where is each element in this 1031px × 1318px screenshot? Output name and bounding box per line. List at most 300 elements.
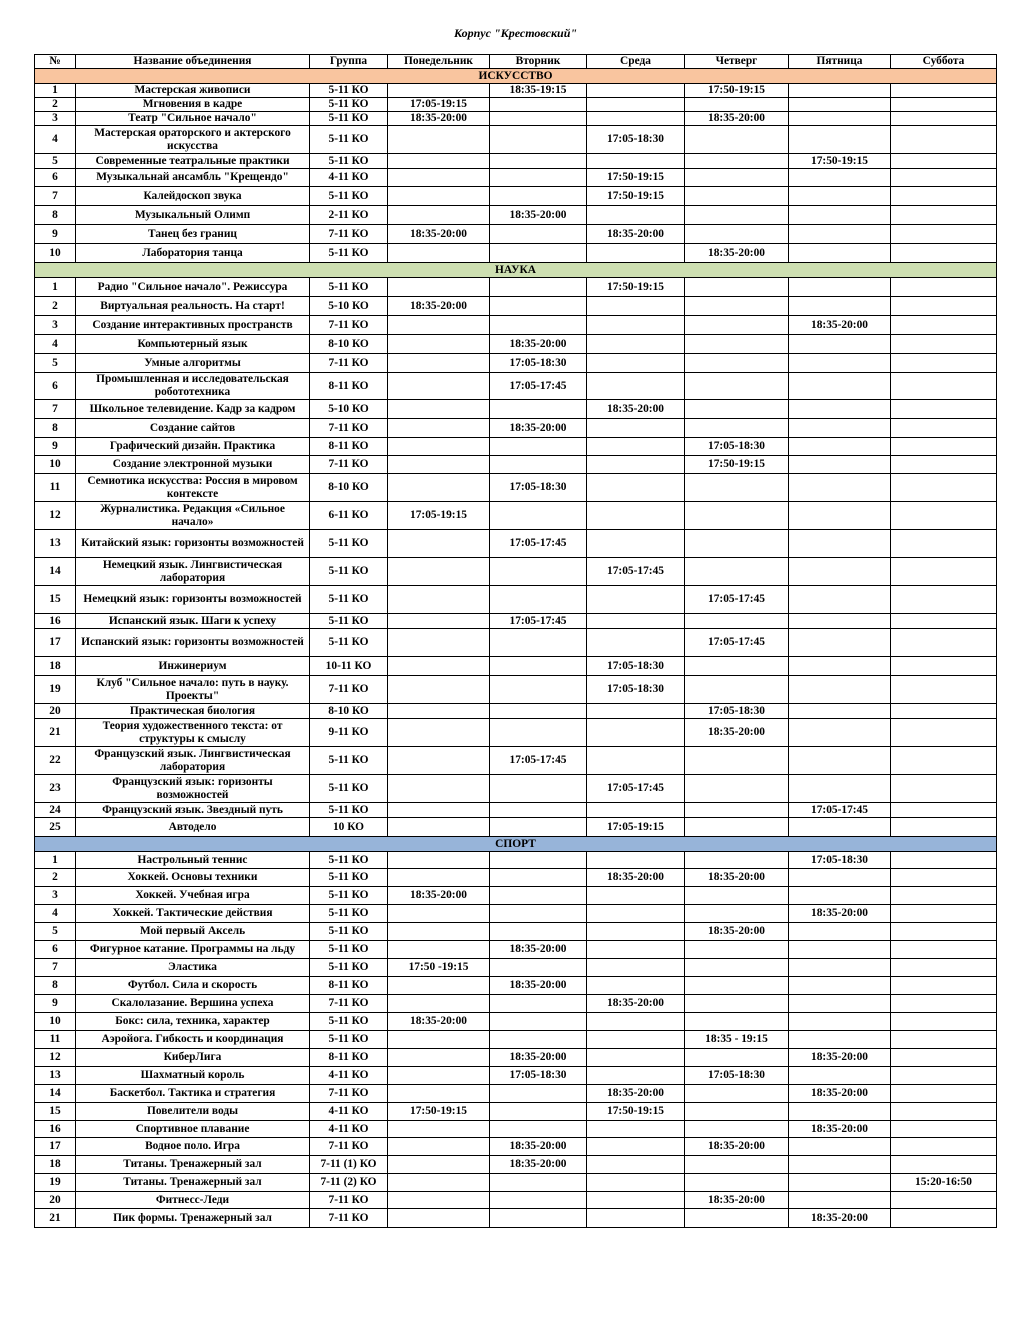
friday-cell	[789, 1103, 891, 1121]
thursday-cell: 18:35-20:00	[685, 923, 789, 941]
monday-cell: 18:35-20:00	[388, 112, 490, 126]
activity-name: Скалолазание. Вершина успеха	[76, 995, 310, 1013]
section-title: НАУКА	[35, 263, 997, 278]
row-number: 10	[35, 244, 76, 263]
tuesday-cell	[490, 719, 587, 747]
tuesday-cell	[490, 1013, 587, 1031]
col-header-group: Группа	[310, 55, 388, 69]
thursday-cell	[685, 775, 789, 803]
tuesday-cell	[490, 887, 587, 905]
table-row	[35, 1156, 997, 1174]
table-row	[35, 419, 997, 438]
row-number: 17	[35, 629, 76, 657]
thursday-cell	[685, 154, 789, 169]
thursday-cell	[685, 1121, 789, 1138]
wednesday-cell	[587, 887, 685, 905]
row-number: 3	[35, 316, 76, 335]
monday-cell	[388, 1209, 490, 1228]
wednesday-cell	[587, 1174, 685, 1192]
tuesday-cell: 18:35-20:00	[490, 206, 587, 225]
wednesday-cell	[587, 530, 685, 558]
friday-cell: 18:35-20:00	[789, 1049, 891, 1067]
wednesday-cell	[587, 84, 685, 98]
tuesday-cell	[490, 869, 587, 887]
wednesday-cell	[587, 438, 685, 456]
group-cell: 5-11 КО	[310, 1013, 388, 1031]
thursday-cell	[685, 852, 789, 869]
tuesday-cell	[490, 244, 587, 263]
wednesday-cell	[587, 614, 685, 629]
tuesday-cell	[490, 586, 587, 614]
friday-cell	[789, 629, 891, 657]
friday-cell	[789, 657, 891, 676]
activity-name: Настрольный теннис	[76, 852, 310, 869]
wednesday-cell: 17:50-19:15	[587, 278, 685, 297]
monday-cell	[388, 614, 490, 629]
table-row	[35, 206, 997, 225]
activity-name: Испанский язык. Шаги к успеху	[76, 614, 310, 629]
group-cell: 5-11 КО	[310, 923, 388, 941]
activity-name: Танец без границ	[76, 225, 310, 244]
tuesday-cell	[490, 169, 587, 187]
col-header-number: №	[35, 55, 76, 69]
row-number: 1	[35, 278, 76, 297]
monday-cell	[388, 419, 490, 438]
row-number: 9	[35, 438, 76, 456]
tuesday-cell: 18:35-20:00	[490, 335, 587, 354]
activity-name: Хоккей. Учебная игра	[76, 887, 310, 905]
friday-cell	[789, 818, 891, 837]
saturday-cell	[891, 852, 997, 869]
saturday-cell	[891, 1049, 997, 1067]
saturday-cell	[891, 126, 997, 154]
row-number: 14	[35, 1085, 76, 1103]
saturday-cell	[891, 1121, 997, 1138]
thursday-cell: 17:05-17:45	[685, 586, 789, 614]
schedule-table	[34, 54, 997, 1228]
table-row	[35, 169, 997, 187]
wednesday-cell	[587, 1156, 685, 1174]
activity-name: Промышленная и исследовательская робототехника	[76, 373, 310, 400]
monday-cell	[388, 400, 490, 419]
tuesday-cell: 17:05-17:45	[490, 747, 587, 775]
tuesday-cell	[490, 1192, 587, 1209]
friday-cell	[789, 335, 891, 354]
tuesday-cell: 17:05-17:45	[490, 614, 587, 629]
table-row	[35, 558, 997, 586]
saturday-cell	[891, 225, 997, 244]
thursday-cell: 18:35-20:00	[685, 1138, 789, 1156]
monday-cell	[388, 373, 490, 400]
table-row	[35, 852, 997, 869]
row-number: 11	[35, 474, 76, 502]
monday-cell	[388, 154, 490, 169]
thursday-cell	[685, 1209, 789, 1228]
col-header-thursday: Четверг	[685, 55, 789, 69]
monday-cell	[388, 775, 490, 803]
saturday-cell	[891, 316, 997, 335]
table-row	[35, 905, 997, 923]
group-cell: 8-10 КО	[310, 704, 388, 719]
saturday-cell	[891, 1031, 997, 1049]
monday-cell	[388, 278, 490, 297]
activity-name: Компьютерный язык	[76, 335, 310, 354]
thursday-cell	[685, 803, 789, 818]
friday-cell	[789, 98, 891, 112]
monday-cell	[388, 354, 490, 373]
friday-cell	[789, 887, 891, 905]
table-row	[35, 941, 997, 959]
row-number: 21	[35, 719, 76, 747]
table-row	[35, 803, 997, 818]
friday-cell: 18:35-20:00	[789, 1209, 891, 1228]
friday-cell: 17:05-17:45	[789, 803, 891, 818]
table-row	[35, 586, 997, 614]
friday-cell	[789, 1192, 891, 1209]
group-cell: 5-11 КО	[310, 869, 388, 887]
group-cell: 7-11 КО	[310, 1209, 388, 1228]
monday-cell: 18:35-20:00	[388, 225, 490, 244]
tuesday-cell	[490, 657, 587, 676]
row-number: 8	[35, 419, 76, 438]
row-number: 15	[35, 586, 76, 614]
activity-name: Фитнесс-Леди	[76, 1192, 310, 1209]
row-number: 13	[35, 1067, 76, 1085]
wednesday-cell	[587, 1067, 685, 1085]
monday-cell	[388, 1156, 490, 1174]
friday-cell: 17:05-18:30	[789, 852, 891, 869]
row-number: 5	[35, 354, 76, 373]
tuesday-cell: 17:05-17:45	[490, 373, 587, 400]
group-cell: 7-11 КО	[310, 316, 388, 335]
monday-cell	[388, 438, 490, 456]
row-number: 14	[35, 558, 76, 586]
table-row	[35, 747, 997, 775]
thursday-cell: 18:35-20:00	[685, 244, 789, 263]
group-cell: 10-11 КО	[310, 657, 388, 676]
wednesday-cell: 18:35-20:00	[587, 995, 685, 1013]
monday-cell	[388, 1174, 490, 1192]
wednesday-cell	[587, 112, 685, 126]
activity-name: Создание интерактивных пространств	[76, 316, 310, 335]
group-cell: 5-11 КО	[310, 112, 388, 126]
saturday-cell	[891, 373, 997, 400]
table-row	[35, 154, 997, 169]
activity-name: Аэройога. Гибкость и координация	[76, 1031, 310, 1049]
activity-name: КиберЛига	[76, 1049, 310, 1067]
thursday-cell	[685, 126, 789, 154]
group-cell: 10 КО	[310, 818, 388, 837]
row-number: 6	[35, 169, 76, 187]
wednesday-cell: 17:05-17:45	[587, 558, 685, 586]
saturday-cell	[891, 1209, 997, 1228]
table-row	[35, 959, 997, 977]
activity-name: Немецкий язык: горизонты возможностей	[76, 586, 310, 614]
saturday-cell: 15:20-16:50	[891, 1174, 997, 1192]
saturday-cell	[891, 977, 997, 995]
saturday-cell	[891, 1138, 997, 1156]
saturday-cell	[891, 747, 997, 775]
row-number: 17	[35, 1138, 76, 1156]
monday-cell	[388, 187, 490, 206]
saturday-cell	[891, 400, 997, 419]
activity-name: Водное поло. Игра	[76, 1138, 310, 1156]
col-header-tuesday: Вторник	[490, 55, 587, 69]
monday-cell	[388, 84, 490, 98]
thursday-cell	[685, 1103, 789, 1121]
row-number: 5	[35, 154, 76, 169]
saturday-cell	[891, 1156, 997, 1174]
tuesday-cell	[490, 400, 587, 419]
group-cell: 5-11 КО	[310, 558, 388, 586]
friday-cell	[789, 995, 891, 1013]
friday-cell	[789, 187, 891, 206]
group-cell: 7-11 (1) КО	[310, 1156, 388, 1174]
table-row	[35, 719, 997, 747]
activity-name: Испанский язык: горизонты возможностей	[76, 629, 310, 657]
tuesday-cell: 18:35-19:15	[490, 84, 587, 98]
table-row	[35, 1049, 997, 1067]
wednesday-cell	[587, 977, 685, 995]
tuesday-cell	[490, 558, 587, 586]
saturday-cell	[891, 558, 997, 586]
row-number: 7	[35, 959, 76, 977]
table-row	[35, 1031, 997, 1049]
thursday-cell	[685, 502, 789, 530]
tuesday-cell: 18:35-20:00	[490, 419, 587, 438]
activity-name: Титаны. Тренажерный зал	[76, 1156, 310, 1174]
monday-cell	[388, 719, 490, 747]
row-number: 20	[35, 704, 76, 719]
friday-cell	[789, 941, 891, 959]
table-row	[35, 84, 997, 98]
saturday-cell	[891, 154, 997, 169]
tuesday-cell: 17:05-18:30	[490, 474, 587, 502]
thursday-cell: 18:35 - 19:15	[685, 1031, 789, 1049]
friday-cell	[789, 614, 891, 629]
tuesday-cell	[490, 297, 587, 316]
activity-name: Виртуальная реальность. На старт!	[76, 297, 310, 316]
tuesday-cell: 18:35-20:00	[490, 1156, 587, 1174]
table-row	[35, 98, 997, 112]
thursday-cell	[685, 187, 789, 206]
activity-name: Теория художественного текста: от структуры к смыслу	[76, 719, 310, 747]
wednesday-cell: 18:35-20:00	[587, 1085, 685, 1103]
wednesday-cell	[587, 959, 685, 977]
monday-cell	[388, 869, 490, 887]
thursday-cell	[685, 278, 789, 297]
wednesday-cell	[587, 1049, 685, 1067]
group-cell: 5-11 КО	[310, 852, 388, 869]
saturday-cell	[891, 502, 997, 530]
row-number: 9	[35, 225, 76, 244]
row-number: 2	[35, 297, 76, 316]
saturday-cell	[891, 1085, 997, 1103]
col-header-name: Название объединения	[76, 55, 310, 69]
tuesday-cell	[490, 959, 587, 977]
saturday-cell	[891, 719, 997, 747]
tuesday-cell	[490, 316, 587, 335]
friday-cell	[789, 225, 891, 244]
saturday-cell	[891, 98, 997, 112]
thursday-cell: 17:05-18:30	[685, 438, 789, 456]
activity-name: Театр "Сильное начало"	[76, 112, 310, 126]
thursday-cell	[685, 530, 789, 558]
activity-name: Практическая биология	[76, 704, 310, 719]
saturday-cell	[891, 614, 997, 629]
activity-name: Мгновения в кадре	[76, 98, 310, 112]
monday-cell	[388, 474, 490, 502]
wednesday-cell	[587, 1192, 685, 1209]
activity-name: Современные театральные практики	[76, 154, 310, 169]
monday-cell	[388, 803, 490, 818]
row-number: 3	[35, 112, 76, 126]
activity-name: Инжинериум	[76, 657, 310, 676]
friday-cell	[789, 297, 891, 316]
tuesday-cell	[490, 1209, 587, 1228]
tuesday-cell	[490, 98, 587, 112]
group-cell: 5-11 КО	[310, 278, 388, 297]
wednesday-cell	[587, 1013, 685, 1031]
tuesday-cell	[490, 1031, 587, 1049]
group-cell: 7-11 КО	[310, 1138, 388, 1156]
saturday-cell	[891, 438, 997, 456]
monday-cell	[388, 1121, 490, 1138]
thursday-cell	[685, 941, 789, 959]
group-cell: 7-11 КО	[310, 1085, 388, 1103]
activity-name: Графический дизайн. Практика	[76, 438, 310, 456]
row-number: 4	[35, 335, 76, 354]
tuesday-cell: 17:05-18:30	[490, 354, 587, 373]
friday-cell	[789, 1174, 891, 1192]
tuesday-cell	[490, 995, 587, 1013]
friday-cell	[789, 1031, 891, 1049]
activity-name: Французский язык. Лингвистическая лаборатория	[76, 747, 310, 775]
activity-name: Хоккей. Тактические действия	[76, 905, 310, 923]
friday-cell: 18:35-20:00	[789, 1085, 891, 1103]
row-number: 12	[35, 502, 76, 530]
group-cell: 4-11 КО	[310, 1103, 388, 1121]
table-row	[35, 614, 997, 629]
table-row	[35, 1192, 997, 1209]
activity-name: Школьное телевидение. Кадр за кадром	[76, 400, 310, 419]
tuesday-cell	[490, 502, 587, 530]
wednesday-cell	[587, 704, 685, 719]
row-number: 20	[35, 1192, 76, 1209]
saturday-cell	[891, 278, 997, 297]
thursday-cell	[685, 419, 789, 438]
table-row	[35, 316, 997, 335]
saturday-cell	[891, 1013, 997, 1031]
group-cell: 5-11 КО	[310, 1031, 388, 1049]
activity-name: Автодело	[76, 818, 310, 837]
wednesday-cell	[587, 941, 685, 959]
friday-cell	[789, 1013, 891, 1031]
group-cell: 5-10 КО	[310, 400, 388, 419]
wednesday-cell	[587, 354, 685, 373]
friday-cell: 18:35-20:00	[789, 905, 891, 923]
row-number: 15	[35, 1103, 76, 1121]
row-number: 23	[35, 775, 76, 803]
activity-name: Баскетбол. Тактика и стратегия	[76, 1085, 310, 1103]
activity-name: Футбол. Сила и скорость	[76, 977, 310, 995]
table-row	[35, 1103, 997, 1121]
wednesday-cell	[587, 502, 685, 530]
table-row	[35, 400, 997, 419]
row-number: 2	[35, 869, 76, 887]
monday-cell	[388, 530, 490, 558]
monday-cell	[388, 206, 490, 225]
saturday-cell	[891, 187, 997, 206]
friday-cell	[789, 775, 891, 803]
tuesday-cell: 18:35-20:00	[490, 1138, 587, 1156]
thursday-cell	[685, 1174, 789, 1192]
group-cell: 4-11 КО	[310, 1067, 388, 1085]
thursday-cell	[685, 474, 789, 502]
activity-name: Титаны. Тренажерный зал	[76, 1174, 310, 1192]
activity-name: Шахматный король	[76, 1067, 310, 1085]
thursday-cell	[685, 1013, 789, 1031]
wednesday-cell: 17:05-18:30	[587, 657, 685, 676]
wednesday-cell	[587, 98, 685, 112]
table-row	[35, 1138, 997, 1156]
monday-cell	[388, 335, 490, 354]
col-header-wednesday: Среда	[587, 55, 685, 69]
table-row	[35, 438, 997, 456]
monday-cell	[388, 1031, 490, 1049]
thursday-cell: 17:05-18:30	[685, 704, 789, 719]
saturday-cell	[891, 169, 997, 187]
tuesday-cell: 17:05-17:45	[490, 530, 587, 558]
friday-cell	[789, 438, 891, 456]
friday-cell	[789, 126, 891, 154]
section-title: СПОРТ	[35, 837, 997, 852]
section-art-header	[35, 69, 997, 84]
table-row	[35, 704, 997, 719]
monday-cell: 18:35-20:00	[388, 887, 490, 905]
wednesday-cell: 18:35-20:00	[587, 869, 685, 887]
activity-name: Умные алгоритмы	[76, 354, 310, 373]
saturday-cell	[891, 803, 997, 818]
group-cell: 8-11 КО	[310, 1049, 388, 1067]
tuesday-cell	[490, 154, 587, 169]
monday-cell	[388, 676, 490, 704]
friday-cell	[789, 206, 891, 225]
monday-cell	[388, 995, 490, 1013]
row-number: 2	[35, 98, 76, 112]
group-cell: 2-11 КО	[310, 206, 388, 225]
thursday-cell	[685, 977, 789, 995]
activity-name: Создание электронной музыки	[76, 456, 310, 474]
row-number: 4	[35, 905, 76, 923]
saturday-cell	[891, 959, 997, 977]
friday-cell	[789, 676, 891, 704]
thursday-cell	[685, 558, 789, 586]
row-number: 1	[35, 852, 76, 869]
saturday-cell	[891, 775, 997, 803]
thursday-cell: 18:35-20:00	[685, 869, 789, 887]
saturday-cell	[891, 84, 997, 98]
activity-name: Хоккей. Основы техники	[76, 869, 310, 887]
section-sport-header	[35, 837, 997, 852]
wednesday-cell: 17:50-19:15	[587, 1103, 685, 1121]
monday-cell	[388, 818, 490, 837]
group-cell: 5-11 КО	[310, 187, 388, 206]
table-row	[35, 187, 997, 206]
wednesday-cell	[587, 852, 685, 869]
saturday-cell	[891, 676, 997, 704]
friday-cell	[789, 354, 891, 373]
